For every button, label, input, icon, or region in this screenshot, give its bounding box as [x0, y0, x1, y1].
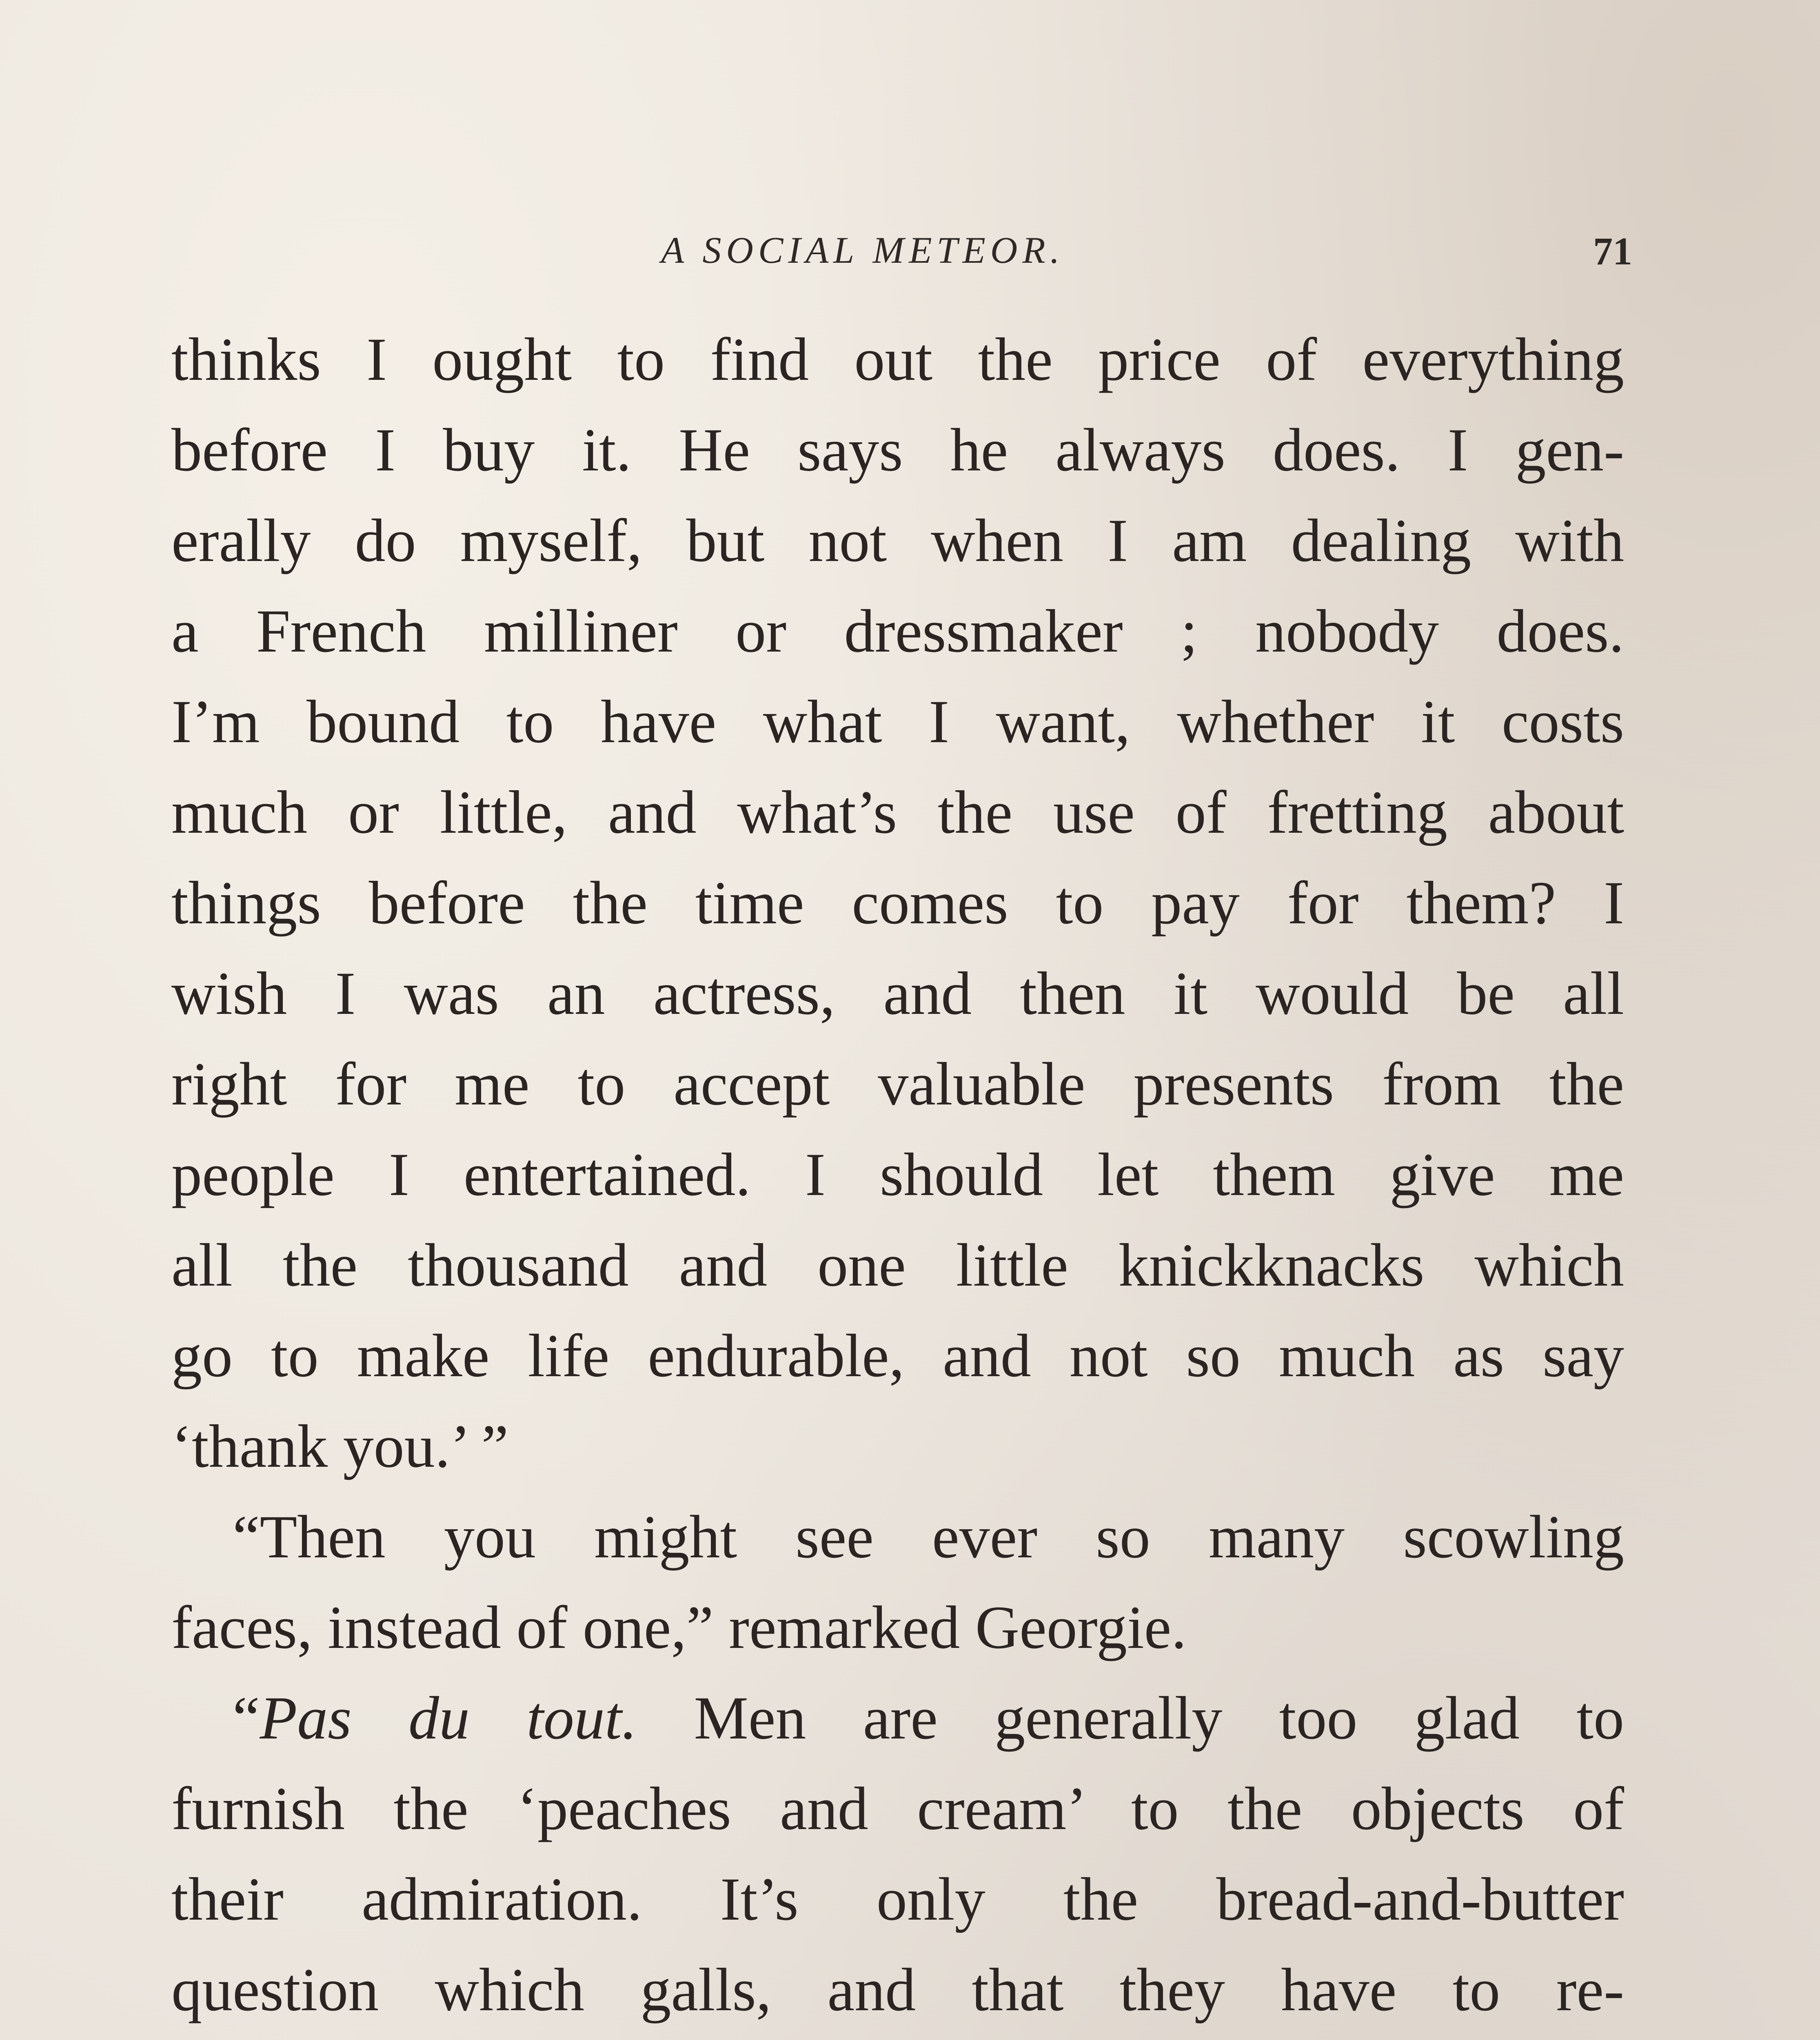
text-line: go to make life endurable, and not so much as say	[171, 1322, 1624, 1390]
text-line: right for me to accept valuable presents from the	[171, 1050, 1624, 1118]
text-line-rest: Men are generally too glad to	[637, 1684, 1624, 1752]
text-line: I’m bound to have what I want, whether it costs	[171, 688, 1624, 756]
text-line-mixed	[171, 1673, 1624, 1763]
text-line: their admiration. It’s only the bread-and-butter	[171, 1865, 1624, 1933]
text-line: people I entertained. I should let them give me	[171, 1141, 1624, 1208]
text-line: wish I was an actress, and then it would be all	[171, 960, 1624, 1027]
italic-phrase: Pas du tout.	[260, 1684, 637, 1752]
text-line: faces, instead of one,” remarked Georgie.	[171, 1594, 1187, 1661]
text-line	[171, 2035, 1624, 2040]
text-line: all the thousand and one little knickknacks which	[171, 1231, 1624, 1299]
text-line: furnish the ‘peaches and cream’ to the objects of	[171, 1775, 1624, 1843]
text-line: erally do myself, but not when I am dealing with	[171, 507, 1624, 574]
open-quote: “	[233, 1684, 260, 1752]
running-title: A SOCIAL METEOR.	[661, 229, 1065, 271]
text-line: ‘thank you.’ ”	[171, 1412, 509, 1480]
running-head	[180, 228, 1632, 294]
text-line: a French milliner or dressmaker ; nobody does.	[171, 597, 1624, 665]
text-line: things before the time comes to pay for them? I	[171, 869, 1624, 937]
text-line: “Then you might see ever so many scowling	[233, 1503, 1624, 1571]
text-line: much or little, and what’s the use of fretting about	[171, 778, 1624, 846]
body-text	[171, 314, 1624, 2040]
page-number: 71	[1593, 229, 1632, 273]
text-line: before I buy it. He says he always does. I gen-	[171, 416, 1624, 484]
text-line: question which galls, and that they have to re-	[171, 1956, 1624, 2024]
text-line: thinks I ought to find out the price of everything	[171, 326, 1624, 393]
